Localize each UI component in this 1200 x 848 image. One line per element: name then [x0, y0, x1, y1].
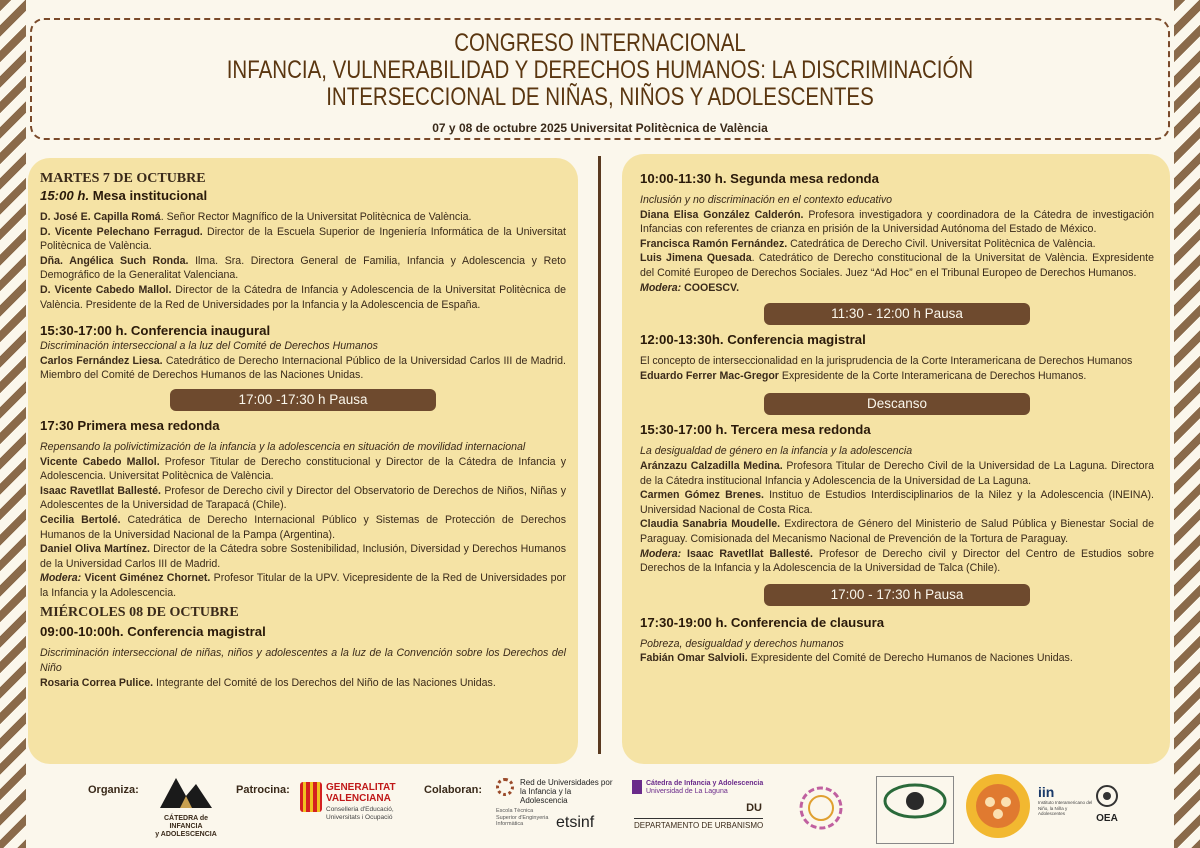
session-theme: Repensando la polivictimización de la infancia y la adolescencia en situación de movilidad internacional	[40, 440, 526, 453]
session-theme: El concepto de interseccionalidad en la jurisprudencia de la Corte Interamericana de Derechos Humanos	[640, 355, 1133, 368]
session-title: 12:00-13:30h. Conferencia magistral	[640, 332, 866, 348]
iin-logo: iin Instituto Interamericano del Niño, la Niña y Adolescentes	[1038, 784, 1093, 816]
event-subtitle: 07 y 08 de octubre 2025 Universitat Politècnica de València	[432, 121, 768, 135]
speaker-item: Diana Elisa González Calderón. Profesora investigadora y coordinadora de la Cátedra de investigación Infancias con referentes de crianza en prisión de la Universidad Autónoma del Estado de México.	[640, 208, 1154, 236]
title-line-1: CONGRESO INTERNACIONAL	[454, 29, 746, 57]
red-universidades-logo: Red de Universidades por la Infancia y la Adolescencia Escola Tècnica Superior d'Enginyeria Informàtica etsinf	[496, 778, 613, 831]
speaker-item: Isaac Ravetllat Ballesté. Profesor de Derecho civil y Director del Observatorio de Derechos de Niños, Niñas y Adolescentes de la Universidad de Tarapacá (Chile).	[40, 484, 566, 512]
pause-badge: 11:30 - 12:00 h Pausa	[764, 303, 1030, 325]
session-theme: Discriminación interseccional a la luz del Comité de Derechos Humanos	[40, 340, 378, 353]
title-line-2: INFANCIA, VULNERABILIDAD Y DERECHOS HUMANOS: LA DISCRIMINACIÓN	[226, 56, 974, 84]
oea-emblem-icon	[1095, 784, 1119, 808]
moderator-item: Modera: COOESCV.	[640, 281, 740, 294]
pause-badge: 17:00 -17:30 h Pausa	[170, 389, 436, 411]
red-dots-icon	[496, 778, 514, 796]
day-heading: MARTES 7 DE OCTUBRE	[40, 171, 206, 186]
ull-du-logo: Cátedra de Infancia y Adolescencia Universidad de La Laguna DU DEPARTAMENTO DE URBANISMO	[634, 780, 764, 830]
pause-badge: 17:00 - 17:30 h Pausa	[764, 584, 1030, 606]
speaker-item: Cecilia Bertolé. Catedrática de Derecho Internacional Público y Sistemas de Protección de Derechos Humanos de la Universidad Nacional de la Pampa (Argentina).	[40, 513, 566, 541]
session-title: 15:30-17:00 h. Conferencia inaugural	[40, 323, 271, 339]
red-universidades-circle-logo	[966, 774, 1030, 838]
speaker-item: Aránzazu Calzadilla Medina. Profesora Titular de Derecho Civil de la Universidad de La Laguna. Directora de la Cátedra institucional Infancia y Adolescencia de la Universidad de La Laguna.	[640, 459, 1154, 487]
speaker-item: Dña. Angélica Such Ronda. Ilma. Sra. Directora General de Familia, Infancia y Adolescencia y Reto Demográfico de la Generalitat Valenciana.	[40, 254, 566, 282]
catedra-logo: CÁTEDRA de INFANCIA y ADOLESCENCIA	[150, 774, 222, 838]
moderator-item: Modera: Vicent Giménez Chornet. Profesor Titular de la UPV. Vicepresidente de la Red de Universidades por la Infancia y la Adolescencia.	[40, 572, 566, 599]
patrocina-label: Patrocina:	[236, 784, 290, 796]
speaker-item: Vicente Cabedo Mallol. Profesor Titular de Derecho constitucional y Director de la Cátedra de Infancia y Adolescencia. Universitat Politècnica de València.	[40, 455, 566, 483]
day-heading: MIÉRCOLES 08 DE OCTUBRE	[40, 605, 239, 621]
pause-badge: Descanso	[764, 393, 1030, 415]
moderator-item: Modera: Isaac Ravetllat Ballesté. Profesor de Derecho civil y Director del Centro de Estudios sobre Derechos de la Infancia y la Adolescencia de la Universidad de Talca (Chile).	[640, 547, 1155, 575]
speaker-item: Francisca Ramón Fernández. Catedrática de Derecho Civil. Universitat Politècnica de València.	[640, 237, 1096, 250]
speaker-item: D. Vicente Cabedo Mallol. Director de la Cátedra de Infancia y Adolescencia de la Universitat Politècnica de València. Presidente de la Red de Universidades por la Infancia y la Adolescencia de España.	[40, 283, 566, 311]
generalitat-shield-icon	[300, 782, 322, 812]
catedra-mountain-icon	[156, 774, 216, 810]
session-title: 15:30-17:00 h. Tercera mesa redonda	[640, 422, 871, 438]
column-divider	[598, 156, 601, 754]
session-title: 15:00 h. Mesa institucional	[40, 188, 208, 203]
speaker-item: D. José E. Capilla Romá. Señor Rector Magnífico de la Universitat Politècnica de València.	[40, 211, 472, 223]
program-day2-panel	[622, 154, 1170, 764]
eye-icon	[877, 777, 953, 823]
speaker-item: Carlos Fernández Liesa. Catedrático de Derecho Internacional Público de la Universidad Carlos III de Madrid. Miembro del Comité de Derechos Humanos de las Naciones Unidas.	[40, 354, 566, 382]
program-day1-panel	[28, 158, 578, 764]
title-line-3: INTERSECCIONAL DE NIÑAS, NIÑOS Y ADOLESCENTES	[326, 83, 874, 111]
speaker-item: Eduardo Ferrer Mac-Gregor Expresidente de la Corte Interamericana de Derechos Humanos.	[640, 369, 1087, 382]
generalitat-logo: GENERALITAT VALENCIANA Conselleria d'Educació, Universitats i Ocupació	[300, 776, 400, 836]
right-stripe-decoration	[1174, 0, 1200, 848]
session-title: 09:00-10:00h. Conferencia magistral	[40, 624, 266, 640]
session-title: 17:30 Primera mesa redonda	[40, 417, 220, 433]
children-circle-icon	[966, 774, 1030, 838]
organiza-label: Organiza:	[88, 784, 139, 796]
speaker-item: Claudia Sanabria Moudelle. Exdirectora de Género del Ministerio de Salud Pública y Bienestar Social de Paraguay. Comisionada del Mecanismo Nacional de Prevención de la Tortura de Paraguay.	[640, 518, 1155, 545]
speaker-item: Carmen Gómez Brenes. Instituo de Estudios Interdisciplinarios de la Nilez y la Adolescencia (INEINA). Universidad Nacional de Costa Rica.	[640, 489, 1154, 516]
observatorio-eye-logo	[876, 776, 954, 844]
session-theme: Pobreza, desigualdad y derechos humanos	[640, 637, 844, 650]
ull-icon	[632, 780, 642, 794]
sponsors-footer	[0, 770, 1200, 848]
session-title: 10:00-11:30 h. Segunda mesa redonda	[640, 171, 879, 186]
header-box	[30, 18, 1170, 140]
speaker-item: Rosaria Correa Pulice. Integrante del Comité de los Derechos del Niño de las Naciones Unidas.	[40, 676, 496, 689]
speaker-item: Luis Jimena Quesada. Catedrático de Derecho constitucional de la Universitat de València. Expresidente del Comité Europeo de Derechos Sociales. Juez “Ad Hoc” en el Tribunal Europeo de Derechos Humanos.	[640, 252, 1154, 279]
speaker-item: Daniel Oliva Martínez. Director de la Cátedra sobre Sostenibilidad, Inclusión, Diversidad y Derechos Humanos de la Universidad Carlos III de Madrid.	[40, 543, 566, 570]
speaker-item: D. Vicente Pelechano Ferragud. Director de la Escuela Superior de Ingeniería Informática de la Universitat Politècnica de València.	[40, 225, 567, 253]
observatorio-logo	[780, 778, 862, 838]
colaboran-label: Colaboran:	[424, 784, 483, 796]
session-title: 17:30-19:00 h. Conferencia de clausura	[640, 614, 885, 630]
left-stripe-decoration	[0, 0, 26, 848]
speaker-item: Fabián Omar Salvioli. Expresidente del Comité de Derecho Humanos de Naciones Unidas.	[640, 652, 1073, 665]
observatorio-circle-icon	[780, 778, 862, 838]
oea-logo: OEA	[1090, 784, 1124, 834]
session-theme: La desigualdad de género en la infancia y la adolescencia	[640, 445, 913, 458]
session-theme: Inclusión y no discriminación en el contexto educativo	[640, 194, 893, 206]
session-theme: Discriminación interseccional de niñas, niños y adolescentes a la luz de la Convención sobre los Derechos del Niño	[40, 647, 566, 675]
